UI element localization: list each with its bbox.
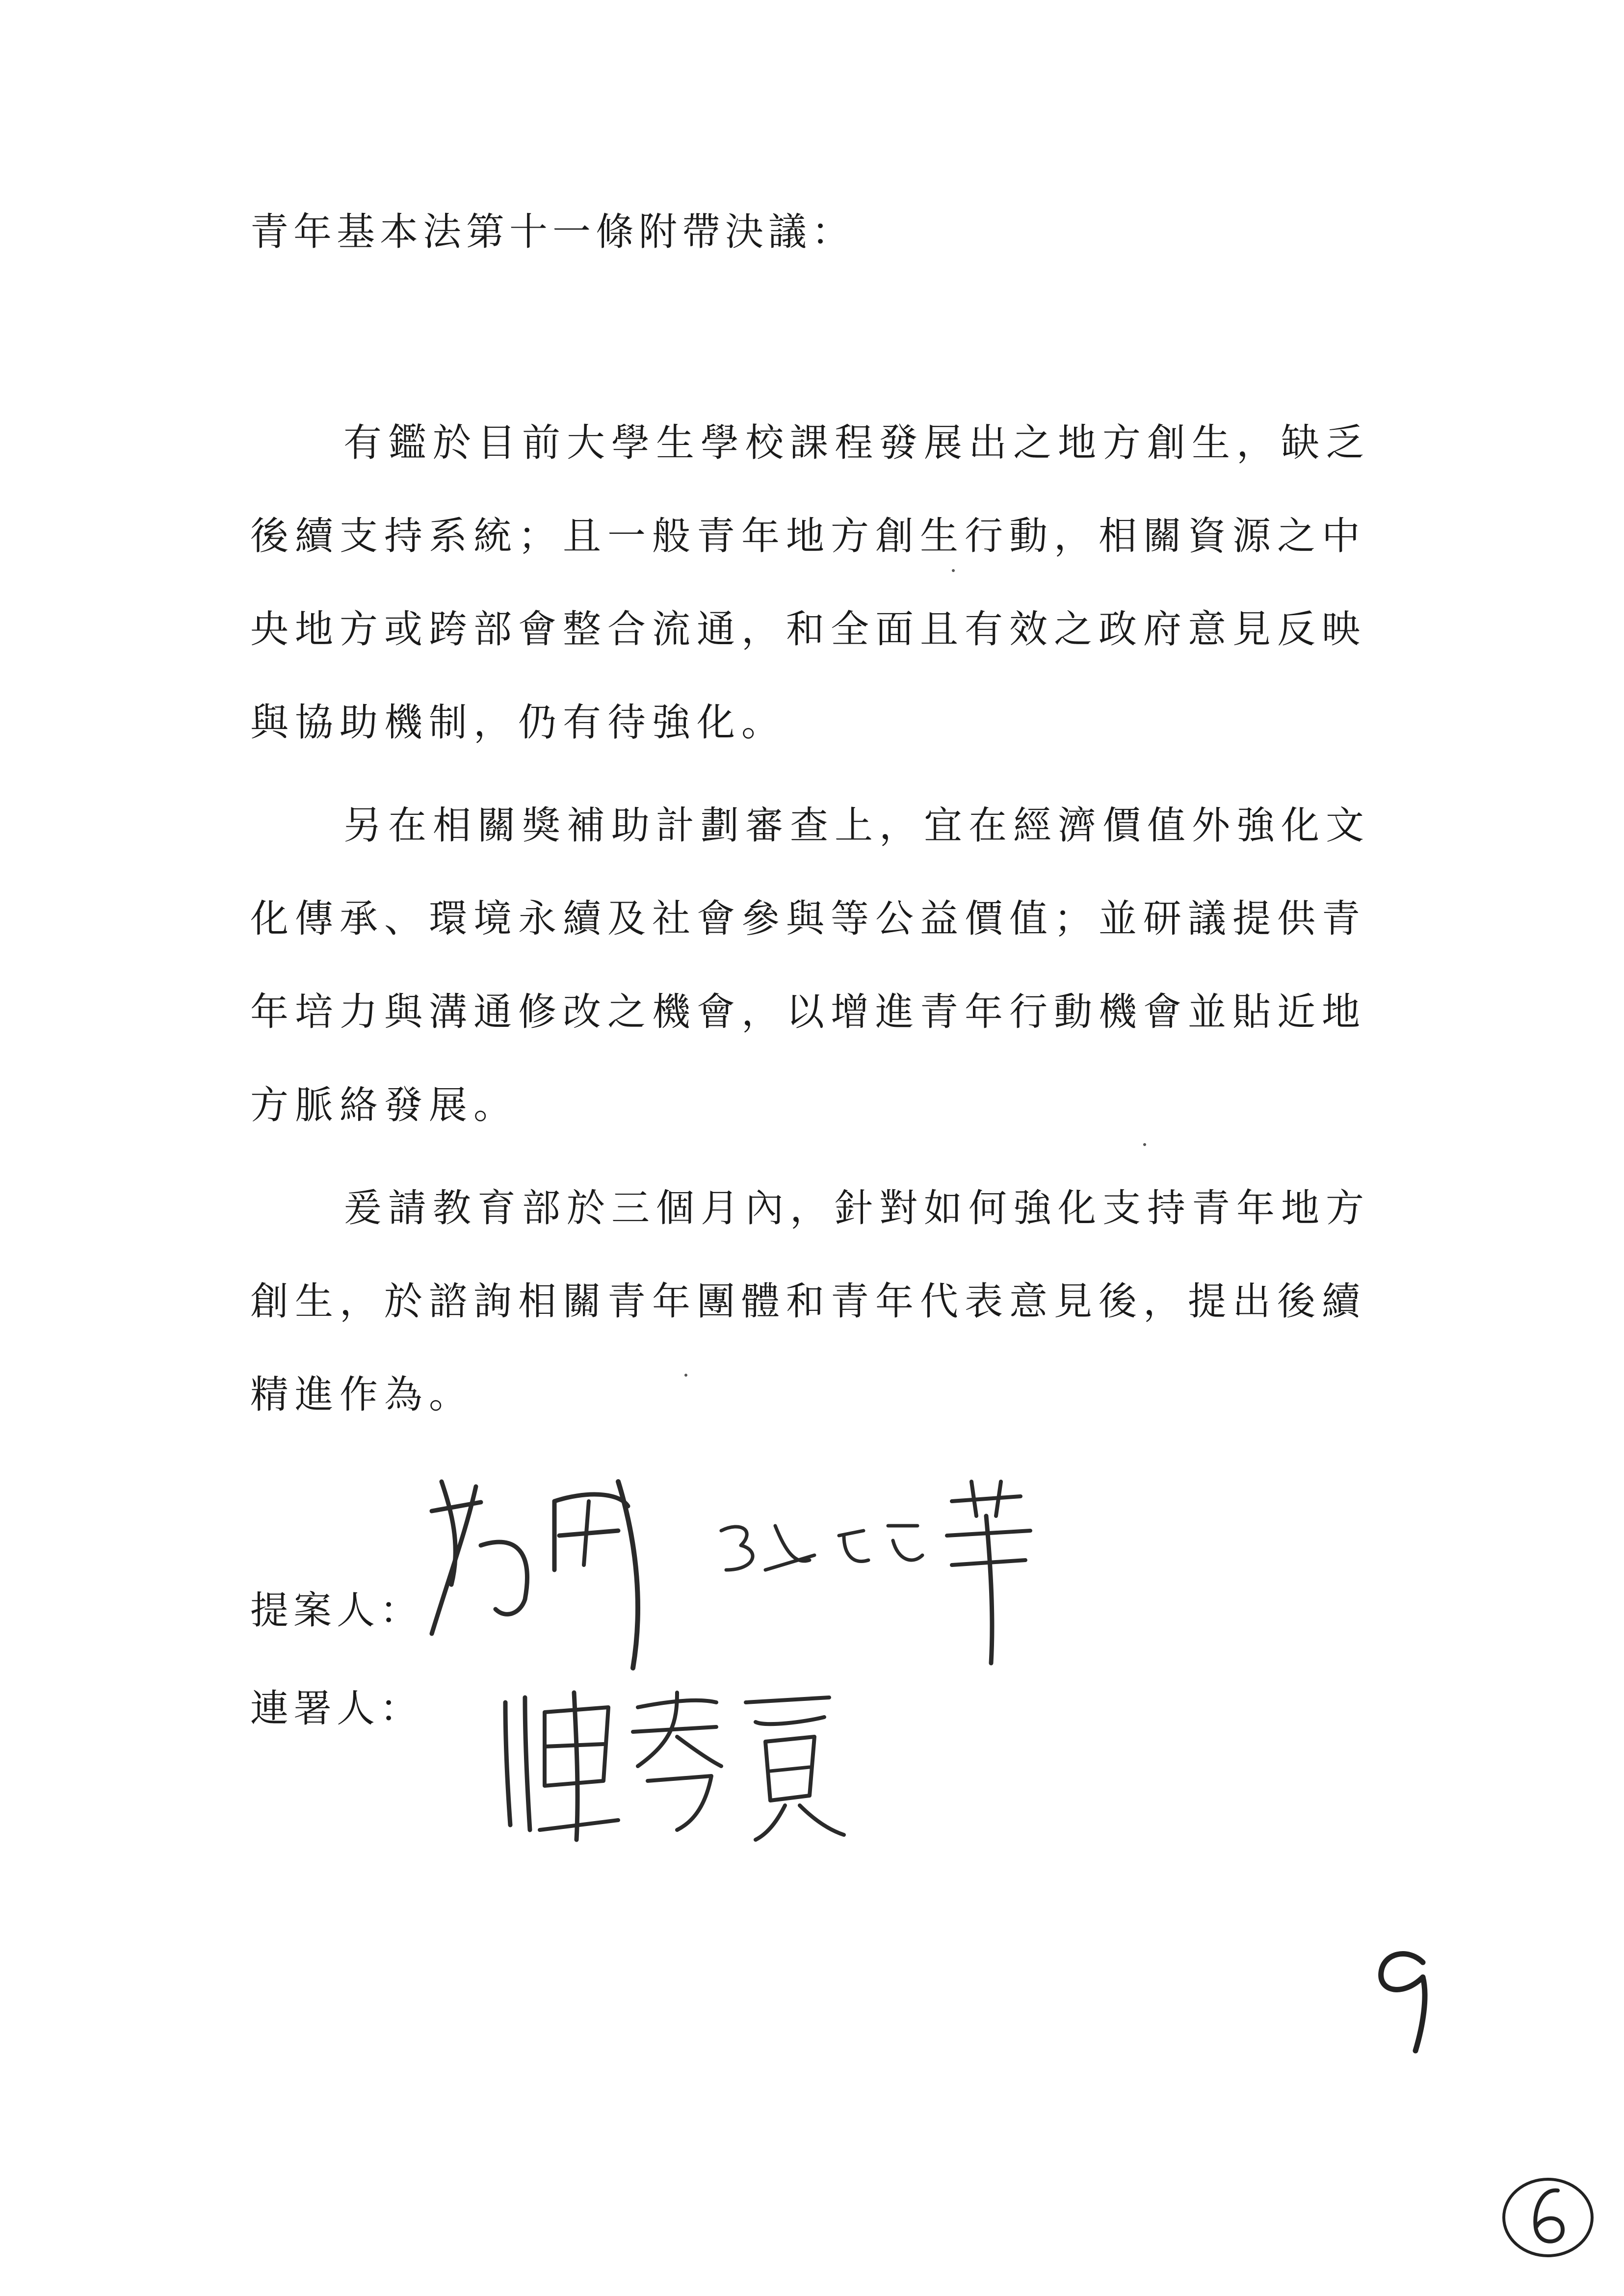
paragraph-2-line-4: 方脈絡發展。 [250, 1083, 519, 1127]
scan-speck [684, 1374, 687, 1377]
cosigner-signature [491, 1683, 864, 1850]
paragraph-2-line-2: 化傳承、環境永續及社會參與等公益價值；並研議提供青 [250, 897, 1367, 941]
handwritten-page-number [1369, 1943, 1447, 2056]
paragraph-1-line-2: 後續支持系統；且一般青年地方創生行動，相關資源之中 [250, 514, 1367, 558]
paragraph-2-line-1: 另在相關獎補助計劃審查上，宜在經濟價值外強化文 [343, 804, 1371, 848]
paragraph-1-line-3: 央地方或跨部會整合流通，和全面且有效之政府意見反映 [250, 607, 1367, 652]
cosigner-label: 連署人： [250, 1687, 423, 1731]
circled-number [1496, 2168, 1599, 2267]
paragraph-1-line-1: 有鑑於目前大學生學校課程發展出之地方創生，缺乏 [343, 421, 1371, 465]
paragraph-3-line-2: 創生，於諮詢相關青年團體和青年代表意見後，提出後續 [250, 1279, 1367, 1324]
paragraph-3-line-3: 精進作為。 [250, 1373, 474, 1417]
paragraph-2-line-3: 年培力與溝通修改之機會，以增進青年行動機會並貼近地 [250, 990, 1367, 1034]
proposer-label: 提案人： [250, 1589, 423, 1633]
proposer-signature [422, 1472, 1109, 1678]
paragraph-3-line-1: 爰請教育部於三個月內，針對如何強化支持青年地方 [343, 1186, 1371, 1230]
scan-speck [952, 569, 955, 572]
document-title: 青年基本法第十一條附帶決議： [250, 210, 855, 254]
paragraph-1-line-4: 與協助機制，仍有待強化。 [250, 701, 786, 745]
scan-speck [1143, 1143, 1146, 1146]
